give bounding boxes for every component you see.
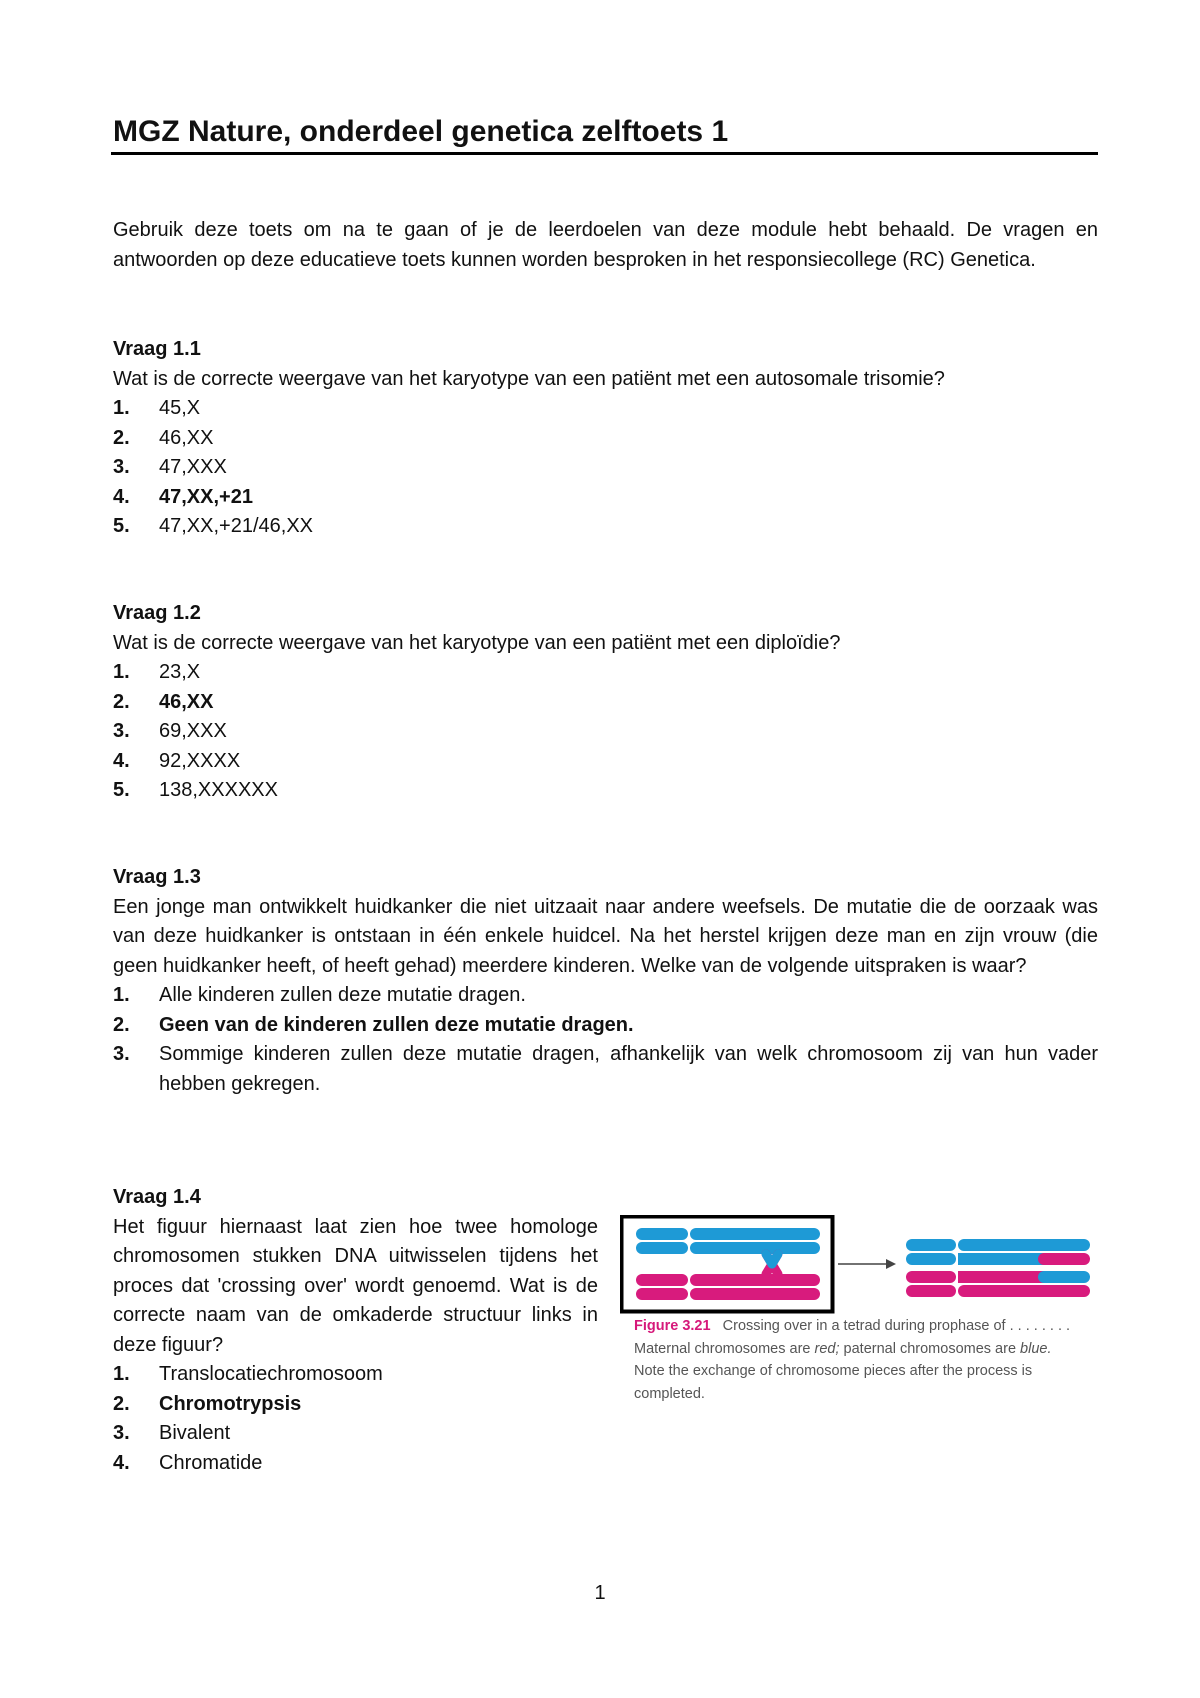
option-text: Bivalent [159, 1422, 231, 1444]
option-correct [113, 1390, 598, 1420]
maternal-chromatids-left [636, 1274, 820, 1300]
paternal-chromatid-segment [690, 1228, 820, 1240]
chiasma-blue-2 [772, 1254, 778, 1264]
option-text: Translocatiechromosoom [159, 1363, 383, 1385]
question-title: Vraag 1.3 [113, 866, 201, 888]
maternal-chromatid-segment [636, 1274, 688, 1286]
option-text: Chromatide [159, 1451, 263, 1474]
paternal-chromatid-segment [906, 1253, 956, 1265]
maternal-chromatids-right [906, 1271, 1090, 1297]
option [113, 1360, 598, 1390]
page-number: 1 [594, 1582, 606, 1604]
option-number: 4. [113, 1451, 130, 1474]
option-number: 5. [113, 515, 130, 537]
option-text: 46,XX [159, 426, 214, 449]
option-number: 3. [113, 720, 130, 742]
question-title: Vraag 1.1 [113, 338, 201, 360]
option [113, 1449, 598, 1479]
options-list [113, 981, 1098, 1099]
option [113, 453, 1098, 483]
option-number: 2. [113, 426, 130, 449]
intro-paragraph: Gebruik deze toets om na te gaan of je de leerdoelen van deze module hebt behaald. De vragen en antwoorden op deze educatieve toets kunnen worden besproken in het responsiecollege (RC) Genetica. [113, 219, 1098, 271]
maternal-chromatid-segment [690, 1274, 820, 1286]
question-text: Wat is de correcte weergave van het karyotype van een patiënt met een diploïdie? [113, 631, 841, 654]
option-text: 46,XX [159, 690, 214, 713]
maternal-chromatid-segment [690, 1288, 820, 1300]
option [113, 394, 1098, 424]
option-text: 138,XXXXXX [159, 779, 278, 801]
paternal-chromatid-segment [906, 1239, 956, 1251]
paternal-chromatid-segment [636, 1242, 688, 1254]
option-text: Geen van de kinderen zullen deze mutatie dragen. [159, 1013, 634, 1036]
question-title: Vraag 1.2 [113, 602, 201, 624]
option-number: 3. [113, 456, 130, 478]
option-number: 1. [113, 397, 130, 419]
arrow-icon [886, 1259, 896, 1269]
option [113, 776, 1098, 806]
maternal-chromatid-segment [1038, 1253, 1090, 1265]
caption-blue: blue. [1020, 1340, 1052, 1357]
option-number: 3. [113, 1043, 130, 1065]
option-number: 1. [113, 661, 130, 683]
option-number: 2. [113, 1392, 130, 1415]
option-correct [113, 688, 1098, 718]
paternal-chromatids-left [636, 1228, 820, 1254]
question-1-2 [113, 599, 1098, 806]
option [113, 981, 1098, 1011]
option-text: Alle kinderen zullen deze mutatie dragen. [159, 984, 526, 1006]
option-number: 5. [113, 779, 130, 801]
figure-caption [634, 1315, 1084, 1405]
option-text: 45,X [159, 397, 201, 419]
caption-part-3: Note the exchange of chromosome pieces after the process is completed. [634, 1363, 1033, 1402]
option-number: 4. [113, 485, 130, 508]
title-underline [111, 152, 1098, 155]
option-text: Chromotrypsis [159, 1392, 302, 1415]
options-list [113, 1360, 598, 1478]
option-number: 2. [113, 1013, 130, 1036]
option-number: 1. [113, 984, 130, 1006]
option-number: 3. [113, 1422, 130, 1444]
option [113, 512, 1098, 542]
option [113, 424, 1098, 454]
maternal-chromatid-segment [636, 1288, 688, 1300]
option-text: 92,XXXX [159, 749, 241, 772]
crossing-over-figure [620, 1215, 1092, 1415]
question-title: Vraag 1.4 [113, 1186, 201, 1208]
option-text: 69,XXX [159, 720, 227, 742]
option-correct [113, 483, 1098, 513]
option-text: 47,XXX [159, 456, 227, 478]
option-text: 47,XX,+21 [159, 485, 253, 508]
option-text: Sommige kinderen zullen deze mutatie dragen, afhankelijk van welk chromosoom zij van hun vader hebben gekregen. [159, 1043, 1098, 1095]
figure-label: Figure 3.21 [634, 1318, 711, 1334]
options-list [113, 394, 1098, 542]
options-list [113, 658, 1098, 806]
question-1-4 [113, 1183, 598, 1478]
maternal-chromatid-segment [958, 1285, 1090, 1297]
option-text: 47,XX,+21/46,XX [159, 515, 314, 537]
maternal-chromatid-segment [958, 1271, 1044, 1283]
paternal-chromatids-right [906, 1239, 1090, 1265]
caption-part-1: Crossing over in a tetrad during prophase of . . . . . . . . Maternal chromosomes are [634, 1318, 1071, 1357]
caption-part-2: paternal chromosomes are [839, 1340, 1021, 1357]
option [113, 658, 1098, 688]
crossing-over-diagram [620, 1215, 1092, 1315]
paternal-chromatid-segment [636, 1228, 688, 1240]
option [113, 1040, 1098, 1099]
maternal-chromatid-segment [906, 1271, 956, 1283]
option-number: 2. [113, 690, 130, 713]
paternal-chromatid-segment [958, 1239, 1090, 1251]
option [113, 747, 1098, 777]
question-text: Het figuur hiernaast laat zien hoe twee homologe chromosomen stukken DNA uitwisselen tijdens het proces dat 'crossing over' wordt genoemd. Wat is de correcte naam van de omkaderde structuur links in deze figuur? [113, 1215, 598, 1356]
paternal-chromatid-segment [958, 1253, 1044, 1265]
option-number: 4. [113, 749, 130, 772]
page-title: MGZ Nature, onderdeel genetica zelftoets 1 [113, 115, 729, 148]
question-text: Wat is de correcte weergave van het karyotype van een patiënt met een autosomale trisomie? [113, 367, 945, 390]
paternal-chromatid-segment [690, 1242, 820, 1254]
option-text: 23,X [159, 661, 201, 683]
maternal-chromatid-segment [906, 1285, 956, 1297]
caption-red: red; [814, 1340, 840, 1357]
question-text: Een jonge man ontwikkelt huidkanker die niet uitzaait naar andere weefsels. De mutatie die de oorzaak was van deze huidkanker is ontstaan in één enkele huidcel. Na het herstel krijgen deze man en zijn vrouw (die geen huidkanker heeft, of heeft gehad) meerdere kinderen. Welke van de volgende uitspraken is waar? [113, 895, 1098, 977]
option-number: 1. [113, 1363, 130, 1385]
question-1-1 [113, 335, 1098, 542]
option [113, 1419, 598, 1449]
paternal-chromatid-segment [1038, 1271, 1090, 1283]
question-1-3 [113, 863, 1098, 1099]
option [113, 717, 1098, 747]
option-correct [113, 1011, 1098, 1041]
